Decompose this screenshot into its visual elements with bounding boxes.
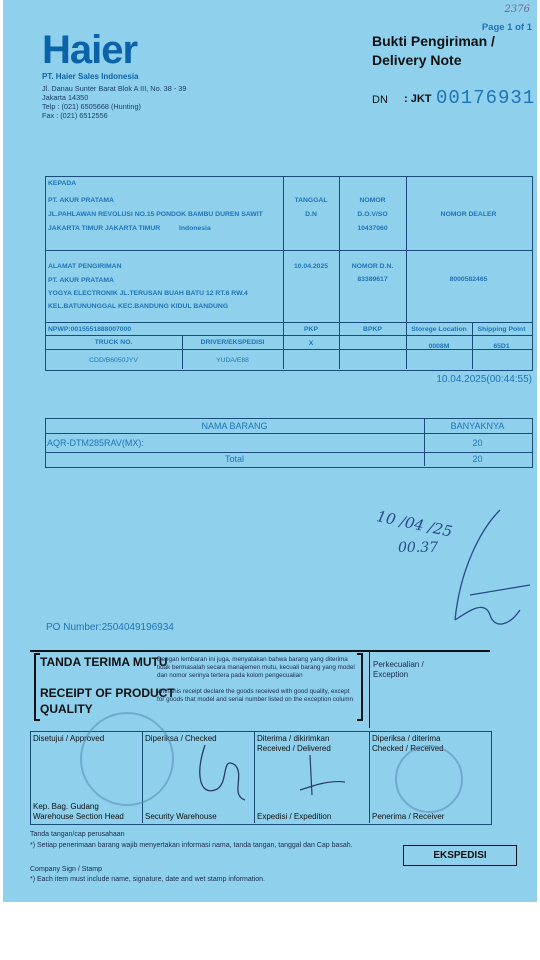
expedition-signature — [290, 750, 360, 800]
recipient-address-2: JAKARTA TIMUR JAKARTA TIMUR — [48, 225, 161, 232]
recipient-country: Indonesia — [179, 225, 211, 232]
kepada-label: KEPADA — [48, 180, 77, 187]
pkp-value: X — [308, 340, 314, 347]
bpkp-label: BPKP — [363, 326, 382, 333]
tanggal-label: TANGGAL — [294, 197, 328, 204]
shipping-point-label: Shipping Point — [477, 326, 526, 333]
po-number: PO Number:2504049196934 — [46, 622, 174, 633]
truck-value: CDD/B6050JYV — [89, 357, 138, 364]
warehouse-head-en: Warehouse Section Head — [33, 812, 124, 821]
footer-note-en: *) Each item must include name, signature, date and wet stamp information. — [30, 876, 266, 883]
address-line: Telp : (021) 6505668 (Hunting) — [42, 102, 141, 111]
tanggal-sub: D.N — [305, 211, 317, 218]
divider — [45, 250, 532, 251]
company-stamp-label: Company Sign / Stamp — [30, 866, 102, 873]
sign-label: Tanda tangan/cap perusahaan — [30, 831, 125, 838]
divider — [45, 335, 532, 336]
receipt-text-id: Dengan lembaran ini juga, menyatakan bahwa barang yang diterima tidak bermasalah secara manajemen mutu, kecuali barang yang model dan nomor serinya tertera pada kolom pengecualian — [157, 656, 355, 679]
receipt-bracket-right — [357, 653, 363, 721]
divider — [45, 433, 532, 434]
received-label-en: Received / Delivered — [257, 744, 331, 753]
truck-label: TRUCK NO. — [94, 339, 133, 346]
handwritten-date: 10 /04 /25 — [374, 507, 454, 541]
address-line: Jl. Danau Sunter Barat Blok A III, No. 38 - 39 — [42, 84, 187, 93]
dealer-label: NOMOR DEALER — [440, 211, 497, 218]
nomor-dn-value: 83389617 — [357, 276, 388, 283]
receipt-title-en-1: RECEIPT OF PRODUCT — [40, 686, 175, 700]
nomor-value: 10437060 — [357, 225, 388, 232]
title-line-1: Bukti Pengiriman / — [372, 33, 495, 49]
page-indicator: Page 1 of 1 — [481, 22, 532, 33]
warehouse-head-id: Kep. Bag. Gudang — [33, 802, 99, 811]
approved-label: Disetujui / Approved — [33, 734, 105, 743]
receipt-text-en: With this receipt declare the goods received with good quality, except for goods that model and serial number listed on the exception column — [157, 688, 354, 703]
nomor-label: NOMOR — [359, 197, 386, 204]
company-address — [42, 84, 186, 120]
dn-label: DN — [372, 94, 388, 106]
dn-number: 00176931 — [436, 87, 536, 109]
recipient-address-1: JL.PAHLAWAN REVOLUSI NO.15 PONDOK BAMBU DUREN SAWIT — [48, 211, 263, 218]
divider — [406, 176, 407, 369]
dn-jkt: : JKT — [404, 93, 432, 105]
handwritten-time: 00.37 — [398, 540, 439, 556]
divider — [339, 176, 340, 369]
npwp: NPWP:0015551888007000 — [48, 326, 132, 333]
shipping-date: 10.04.2025 — [293, 263, 329, 270]
shipping-address-2: KEL.BATUNUNGGAL KEC.BANDUNG KIDUL BANDUNG — [48, 303, 229, 310]
divider — [45, 452, 532, 453]
ekspedisi-label: EKSPEDISI — [403, 845, 517, 866]
receipt-title-en-2: QUALITY — [40, 702, 93, 716]
handwritten-number: 2376 — [504, 4, 530, 15]
handwritten-signature — [440, 500, 540, 650]
expedition-label: Expedisi / Expedition — [257, 812, 332, 821]
shipping-point-value: 65D1 — [493, 343, 510, 350]
address-line: Fax : (021) 6512556 — [42, 111, 108, 120]
driver-label: DRIVER/EKSPEDISI — [200, 339, 265, 346]
item-qty: 20 — [472, 438, 483, 448]
col-banyaknya: BANYAKNYA — [450, 421, 505, 431]
dealer-number: 8000582465 — [449, 276, 488, 283]
security-label: Security Warehouse — [145, 812, 217, 821]
shipping-address-1: YOGYA ELECTRONIK JL.TERUSAN BUAH BATU 12 RT.6 RW.4 — [48, 290, 248, 297]
exception-label-en: Exception — [373, 670, 409, 679]
haier-logo: Haier — [42, 28, 138, 72]
receiver-label-en: Checked / Received — [372, 744, 444, 753]
print-timestamp: 10.04.2025(00:44:55) — [436, 374, 532, 385]
alamat-label: ALAMAT PENGIRIMAN — [48, 263, 122, 270]
exception-label: Perkecualian / — [373, 660, 424, 669]
recipient-name: PT. AKUR PRATAMA — [48, 197, 114, 204]
storage-value: 0008M — [428, 343, 450, 350]
col-nama-barang: NAMA BARANG — [201, 421, 268, 431]
item-name: AQR-DTM285RAV(MX): — [47, 438, 144, 448]
driver-value: YUDA/E88 — [216, 357, 249, 364]
document-title — [372, 32, 495, 70]
pkp-label: PKP — [304, 326, 318, 333]
nomor-sub: D.O.V/SO — [357, 211, 388, 218]
security-signature — [175, 735, 255, 810]
nomor-dn-label: NOMOR D.N. — [351, 263, 394, 270]
receiver-label-id: Diperiksa / diterima — [372, 734, 441, 743]
divider — [45, 322, 532, 323]
address-line: Jakarta 14350 — [42, 93, 89, 102]
company-stamp — [80, 712, 174, 806]
received-label-id: Diterima / dikirimkan — [257, 734, 330, 743]
shipping-name: PT. AKUR PRATAMA — [48, 277, 114, 284]
company-name: PT. Haier Sales Indonesia — [42, 72, 139, 81]
receipt-title-id: TANDA TERIMA MUTU — [40, 655, 168, 669]
divider — [369, 731, 370, 823]
footer-note-id: *) Setiap penerimaan barang wajib menyertakan informasi nama, tanda tangan, tanggal dan Cap basah. — [30, 842, 353, 849]
receiver-stamp — [395, 745, 463, 813]
title-line-2: Delivery Note — [372, 52, 462, 68]
receiver-bottom-label: Penerima / Receiver — [372, 812, 445, 821]
storage-label: Storege Location — [411, 326, 467, 333]
checked-label: Diperiksa / Checked — [145, 734, 217, 743]
total-value: 20 — [472, 454, 483, 464]
total-label: Total — [224, 454, 244, 464]
